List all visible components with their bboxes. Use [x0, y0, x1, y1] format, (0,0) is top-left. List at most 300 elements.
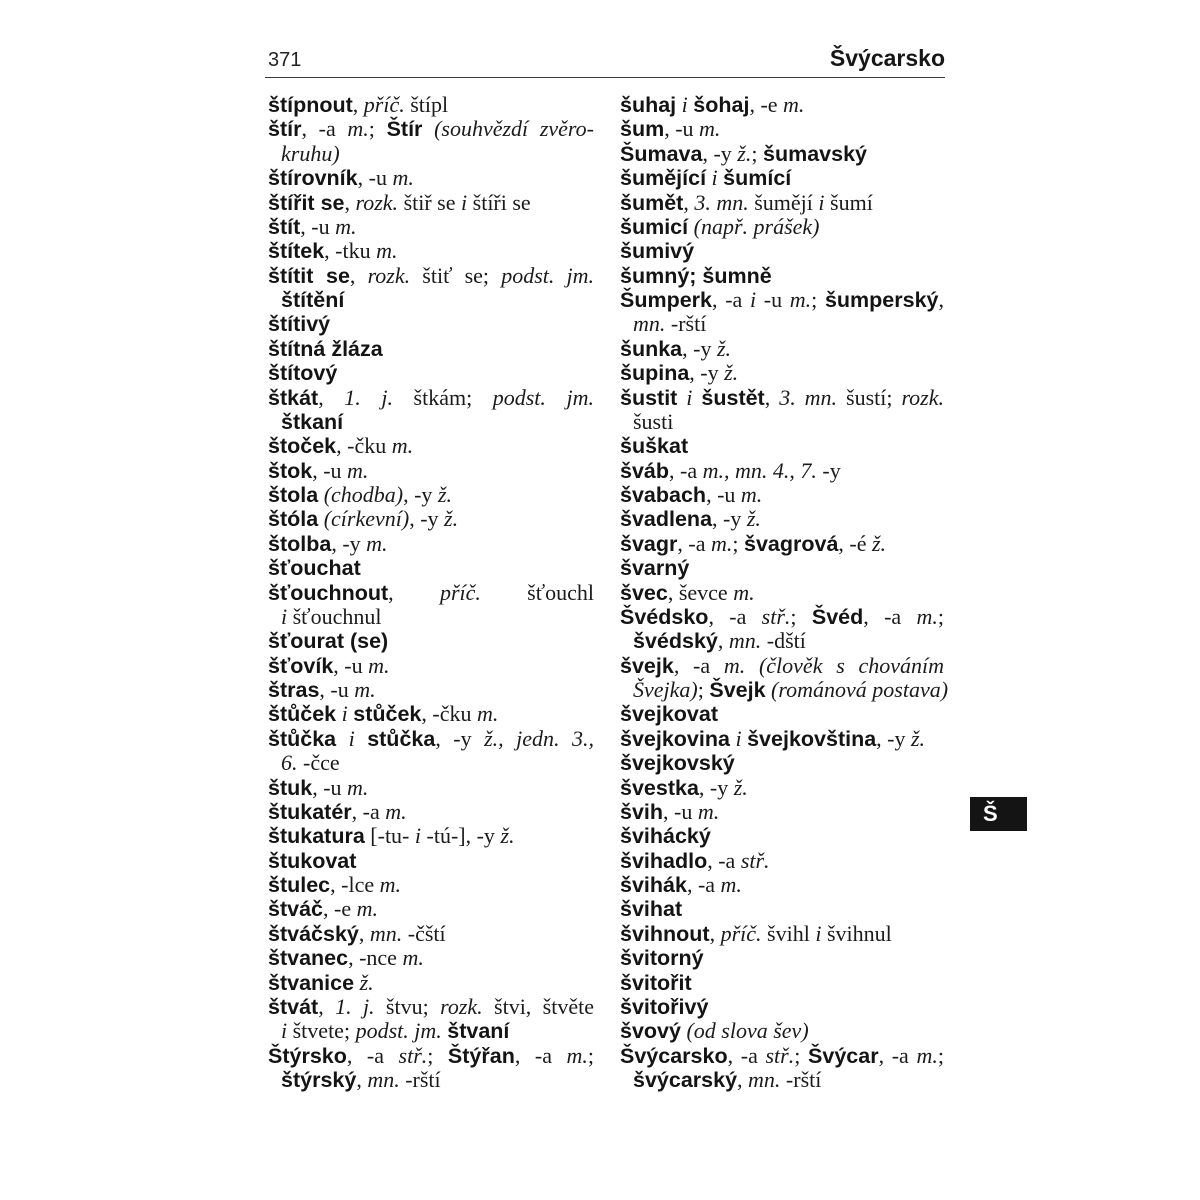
grammar-text: , -y	[712, 506, 747, 532]
label-text: podst. jm.	[501, 262, 594, 288]
label-text: příč.	[439, 579, 481, 605]
label-text: příč.	[363, 92, 405, 117]
entry-line	[620, 654, 944, 678]
entry-line	[620, 849, 944, 873]
headword: šumící	[723, 166, 792, 191]
headword: Šumava	[620, 141, 703, 166]
headword: štok	[268, 458, 313, 483]
headword: Štýřan	[447, 1043, 515, 1068]
grammar-text: ;	[697, 677, 710, 702]
dictionary-entry	[268, 507, 594, 531]
entry-line	[268, 776, 594, 800]
headword: štítění	[281, 288, 345, 312]
grammar-text: , -u	[706, 482, 741, 507]
headword: švagrová	[743, 531, 839, 556]
dictionary-entry	[268, 556, 594, 580]
label-text: i	[461, 189, 468, 215]
grammar-text: ;	[937, 1042, 944, 1068]
headword: štvanec	[268, 946, 349, 971]
dictionary-entry	[620, 751, 944, 775]
dictionary-entry	[268, 191, 594, 215]
headword: šťouchat	[268, 556, 361, 581]
label-text: m.	[699, 116, 721, 142]
dictionary-entry	[268, 678, 594, 702]
headword: Švejk	[709, 678, 766, 702]
dictionary-entry	[268, 166, 594, 190]
grammar-text: šumějí	[748, 189, 819, 215]
headword: štoček	[268, 434, 337, 459]
label-text: mn.	[728, 628, 762, 654]
grammar-text: , -u	[312, 457, 348, 483]
dictionary-entry	[620, 142, 944, 166]
label-text: i	[676, 92, 694, 117]
grammar-text: ,	[938, 287, 945, 312]
dictionary-entry	[620, 873, 944, 897]
grammar-text: , -y	[689, 360, 725, 386]
grammar-text: , -a	[878, 1042, 917, 1068]
label-text: (souhvězdí zvěro-	[422, 116, 594, 142]
headword: švihadlo	[620, 848, 708, 873]
dictionary-entry	[620, 581, 944, 605]
entry-continuation-line	[620, 629, 944, 653]
grammar-text: -rští	[665, 311, 707, 337]
label-text: ž.	[733, 774, 748, 800]
entry-line	[620, 142, 944, 166]
dictionary-entry	[268, 824, 594, 848]
header-rule	[265, 77, 945, 78]
headword: štípnout	[268, 93, 353, 117]
label-text: ž., jedn. 3.,	[484, 725, 594, 751]
grammar-text: štíři se	[467, 189, 531, 215]
dictionary-entry	[268, 312, 594, 336]
label-text: m.	[916, 603, 938, 629]
entry-line	[268, 434, 594, 458]
grammar-text: , -u	[664, 116, 700, 142]
label-text: ž.	[746, 506, 761, 532]
dictionary-entry	[620, 483, 944, 507]
label-text: mn.	[367, 1067, 400, 1092]
label-text: m.	[335, 213, 357, 239]
dictionary-entry	[620, 652, 949, 703]
headword: stůček	[353, 702, 422, 727]
entry-line	[620, 702, 944, 726]
grammar-text: , -y	[409, 506, 445, 532]
label-text: i	[281, 603, 288, 629]
dictionary-entry	[268, 946, 594, 970]
grammar-text: štiť se;	[410, 262, 502, 288]
grammar-text: ,	[737, 1067, 749, 1092]
grammar-text: švihl	[761, 920, 816, 946]
headword: štítový	[268, 361, 338, 386]
dictionary-entry	[620, 946, 944, 970]
entry-continuation-line	[268, 410, 594, 434]
headword: švihák	[620, 873, 687, 897]
headword: Štír	[386, 117, 423, 142]
label-text: m.	[347, 774, 369, 800]
entry-continuation-line	[268, 142, 594, 166]
headword: švejkovina	[620, 726, 730, 751]
label-text: i	[706, 165, 724, 191]
entry-line	[620, 556, 944, 580]
headword: štukovat	[268, 848, 357, 873]
label-text: 1. j.	[335, 993, 375, 1019]
entry-line	[268, 581, 594, 605]
headword: štítit se	[268, 263, 350, 288]
dictionary-entry	[268, 727, 594, 776]
headword: Švýcarsko	[620, 1043, 728, 1068]
grammar-text: ,	[764, 384, 780, 410]
entry-line	[268, 946, 594, 970]
grammar-text: , -a	[708, 603, 762, 629]
thumb-index-tab[interactable]	[970, 797, 1027, 831]
entry-line	[268, 629, 594, 653]
grammar-text: , -a	[677, 530, 711, 556]
entry-continuation-line	[268, 1019, 594, 1043]
entry-line	[620, 532, 944, 556]
headword: šumavský	[762, 141, 867, 166]
dictionary-entry	[268, 215, 594, 239]
label-text: stř.	[398, 1042, 428, 1068]
entry-line	[620, 946, 944, 970]
entry-line	[620, 971, 944, 995]
label-text: (např. prášek)	[688, 213, 820, 239]
thumb-index-letter: Š	[983, 801, 998, 826]
grammar-text: , ševce	[667, 579, 734, 605]
grammar-text: , -a	[301, 116, 348, 142]
headword: švitorný	[620, 946, 704, 971]
grammar-text: , -a	[351, 798, 386, 824]
headword: šunka	[620, 336, 683, 361]
grammar-text: , -e	[323, 896, 357, 922]
grammar-text: ,	[717, 628, 729, 654]
dictionary-entry	[620, 605, 944, 654]
label-text: m., mn. 4., 7.	[702, 457, 817, 483]
label-text: ž.	[500, 823, 515, 849]
label-text: ž.	[872, 530, 887, 556]
entry-line	[620, 507, 944, 531]
label-text: m.	[385, 798, 407, 824]
dictionary-entry	[620, 215, 944, 239]
headword: štkát	[268, 385, 319, 410]
headword: šťouchnout	[268, 580, 389, 605]
grammar-text: , -a	[712, 287, 750, 312]
headword: švitořit	[620, 970, 692, 995]
dictionary-entry	[268, 361, 594, 385]
entry-continuation-line	[620, 677, 949, 702]
dictionary-entry	[620, 727, 944, 751]
grammar-text: štvu;	[374, 993, 441, 1019]
dictionary-entry	[620, 532, 944, 556]
entry-line	[620, 93, 944, 117]
entry-line	[268, 215, 594, 239]
headword: švec	[620, 580, 668, 605]
label-text: m.	[347, 116, 369, 142]
headword: šum	[620, 117, 665, 142]
dictionary-entry	[620, 337, 944, 361]
label-text: stř.	[761, 603, 791, 629]
dictionary-entry	[268, 93, 594, 117]
dictionary-entry	[268, 702, 594, 726]
dictionary-entry	[268, 459, 594, 483]
grammar-text: , -nce	[348, 945, 403, 971]
label-text: ž.	[911, 725, 926, 751]
headword: švabach	[620, 483, 707, 507]
dictionary-entry	[268, 117, 594, 166]
headword: švadlena	[620, 507, 713, 532]
headword: Štýrsko	[268, 1043, 347, 1068]
right-column	[620, 92, 949, 1092]
headword: šustit	[620, 385, 678, 410]
grammar-text: , -a	[707, 847, 741, 873]
entry-line	[620, 727, 944, 751]
entry-continuation-line	[268, 605, 594, 629]
headword: šuškat	[620, 434, 689, 459]
label-text: i	[729, 725, 748, 751]
grammar-text: štkám;	[392, 384, 493, 410]
label-text: m.	[354, 677, 376, 702]
label-text: ž.	[737, 140, 752, 166]
headword: štvát	[268, 994, 319, 1019]
grammar-text: , -u	[333, 652, 369, 678]
grammar-text: ,	[388, 579, 440, 605]
dictionary-entry	[268, 776, 594, 800]
dictionary-entry	[268, 849, 594, 873]
grammar-text: šumí	[824, 189, 873, 215]
label-text: m.	[347, 457, 369, 483]
label-text: stř.	[765, 1042, 795, 1068]
headword: štýrský	[281, 1068, 357, 1092]
grammar-text: -rští	[780, 1067, 822, 1092]
entry-line	[620, 117, 944, 141]
grammar-text: , -e	[749, 92, 784, 117]
entry-line	[268, 459, 594, 483]
label-text: m.	[720, 872, 742, 897]
dictionary-entry	[620, 288, 944, 337]
label-text: m.	[392, 165, 414, 191]
dictionary-entry	[620, 556, 944, 580]
grammar-text: , -y	[876, 725, 911, 751]
grammar-text: -u	[756, 287, 790, 312]
headword: štítek	[268, 239, 325, 264]
entry-line	[620, 239, 944, 263]
dictionary-entry	[620, 800, 944, 824]
dictionary-entry	[620, 93, 944, 117]
dictionary-entry	[620, 1044, 944, 1093]
entry-line	[268, 971, 594, 995]
label-text: (chodba)	[318, 482, 404, 507]
dictionary-entry	[620, 386, 944, 435]
entry-line	[268, 507, 594, 531]
headword: švédský	[633, 629, 718, 654]
label-text: i	[281, 1018, 288, 1044]
label-text: i	[414, 823, 422, 849]
entry-line	[268, 483, 594, 507]
grammar-text: šťouchnul	[287, 603, 382, 629]
label-text: kruhu)	[281, 140, 340, 166]
entry-line	[268, 824, 594, 848]
grammar-text: , -a	[514, 1042, 567, 1068]
grammar-text: , -a	[727, 1042, 766, 1068]
entry-line	[268, 532, 594, 556]
label-text: m.	[710, 530, 733, 556]
headword: štolba	[268, 531, 332, 556]
headword: štváčský	[268, 921, 359, 946]
entry-continuation-line	[268, 1068, 594, 1092]
label-text: 3. mn.	[694, 189, 749, 215]
headword: šváb	[620, 458, 670, 483]
label-text: m.	[733, 579, 755, 605]
headword: štvanice	[268, 970, 355, 995]
headword: štóla	[268, 507, 319, 532]
dictionary-entry	[268, 337, 594, 361]
dictionary-entry	[268, 483, 594, 507]
grammar-text: ,	[356, 1067, 368, 1092]
label-text: i	[336, 725, 368, 751]
dictionary-entry	[620, 849, 944, 873]
grammar-text: -rští	[399, 1067, 441, 1092]
grammar-text: ;	[790, 603, 812, 629]
label-text: m.	[476, 701, 499, 727]
grammar-text: , -a	[346, 1042, 399, 1068]
dictionary-entry	[620, 1019, 944, 1043]
grammar-text: švihnul	[821, 920, 892, 946]
label-text: stř.	[740, 847, 770, 873]
grammar-text: -y	[816, 457, 841, 483]
left-column	[268, 93, 594, 1092]
label-text: podst. jm.	[492, 384, 594, 410]
grammar-text: ,	[318, 993, 336, 1019]
label-text: 6.	[281, 750, 298, 776]
entry-line	[268, 873, 594, 897]
headword: šohaj	[693, 93, 750, 117]
label-text: rozk.	[367, 262, 411, 288]
headword: Švýcar	[808, 1043, 879, 1068]
label-text: (církevní)	[318, 506, 410, 532]
dictionary-entry	[268, 264, 594, 313]
entry-line	[268, 556, 594, 580]
dictionary-entry	[620, 922, 944, 946]
entry-line	[268, 922, 594, 946]
entry-line	[620, 386, 944, 410]
grammar-text: ;	[751, 140, 763, 166]
grammar-text: -čce	[297, 750, 340, 776]
label-text: i	[818, 189, 825, 215]
headword: šumět	[620, 190, 684, 215]
grammar-text: ,	[683, 189, 695, 215]
grammar-text: , -u	[319, 677, 355, 702]
entry-line	[620, 922, 944, 946]
grammar-text: šustí;	[837, 384, 902, 410]
headword: štras	[268, 678, 320, 702]
label-text: m.	[376, 238, 398, 264]
entry-line	[268, 386, 594, 410]
dictionary-entry	[620, 507, 944, 531]
grammar-text: , -u	[312, 774, 348, 800]
headword: švejkovský	[620, 751, 735, 776]
headword: švagr	[620, 531, 678, 556]
label-text: mn.	[369, 920, 403, 946]
dictionary-entry	[268, 873, 594, 897]
entry-continuation-line	[620, 1068, 944, 1092]
grammar-text: ,	[344, 189, 356, 215]
dictionary-entry	[620, 776, 944, 800]
headword: štuk	[268, 775, 313, 800]
label-text: m.	[379, 872, 401, 897]
grammar-text: , -y	[331, 530, 367, 556]
label-text: rozk.	[355, 189, 399, 215]
headword: šumperský	[824, 288, 939, 312]
dictionary-entry	[268, 971, 594, 995]
label-text: mn.	[633, 311, 666, 337]
grammar-text: , -a	[669, 457, 703, 483]
grammar-text: štiř se	[398, 189, 462, 215]
headword: Švédsko	[620, 604, 709, 629]
headword: štulec	[268, 873, 331, 897]
label-text: 1. j.	[344, 384, 393, 410]
dictionary-entry	[620, 166, 944, 190]
grammar-text: -tú-], -y	[421, 823, 501, 849]
headword: šupina	[620, 361, 690, 386]
entry-line	[268, 727, 594, 751]
label-text: m.	[368, 652, 390, 678]
dictionary-entry	[620, 361, 944, 385]
entry-line	[268, 849, 594, 873]
headword: štírovník	[268, 166, 358, 191]
headword: štvaní	[447, 1019, 510, 1044]
label-text: 3. mn.	[779, 384, 838, 410]
headword: šťourat (se)	[268, 629, 389, 654]
entry-line	[268, 264, 594, 288]
label-text: ž.	[354, 969, 374, 995]
entry-line	[620, 873, 944, 897]
headword: švejkovat	[620, 702, 719, 727]
dictionary-entry	[620, 897, 944, 921]
headword: švihácký	[620, 824, 711, 849]
dictionary-entry	[268, 532, 594, 556]
label-text: i	[749, 287, 757, 312]
entry-line	[268, 1044, 594, 1068]
grammar-text: ;	[732, 530, 744, 556]
grammar-text: šusti	[633, 408, 674, 434]
grammar-text: ;	[587, 1042, 595, 1068]
dictionary-entry	[620, 264, 944, 288]
grammar-text: ;	[368, 116, 387, 142]
grammar-text: ;	[811, 287, 825, 312]
entry-line	[268, 312, 594, 336]
headword: švový	[620, 1019, 681, 1044]
grammar-text: , -u	[300, 213, 336, 239]
headword: štůčka	[268, 726, 337, 751]
headword: šťovík	[268, 653, 334, 678]
grammar-text: ;	[937, 603, 944, 629]
entry-line	[620, 605, 944, 629]
entry-line	[620, 824, 944, 848]
label-text: ž.	[724, 360, 739, 386]
label-text: m.	[740, 482, 763, 507]
entry-line	[620, 995, 944, 1019]
headword: švejk	[620, 653, 674, 678]
page-number: 371	[268, 49, 302, 71]
headword: švihat	[620, 897, 683, 922]
label-text: i	[336, 701, 354, 727]
label-text: (románová postava)	[765, 677, 949, 702]
label-text: m.	[391, 433, 414, 459]
entry-line	[620, 581, 944, 605]
entry-line	[268, 678, 594, 702]
label-text: m.	[697, 798, 720, 824]
entry-line	[620, 434, 944, 458]
entry-line	[268, 702, 594, 726]
